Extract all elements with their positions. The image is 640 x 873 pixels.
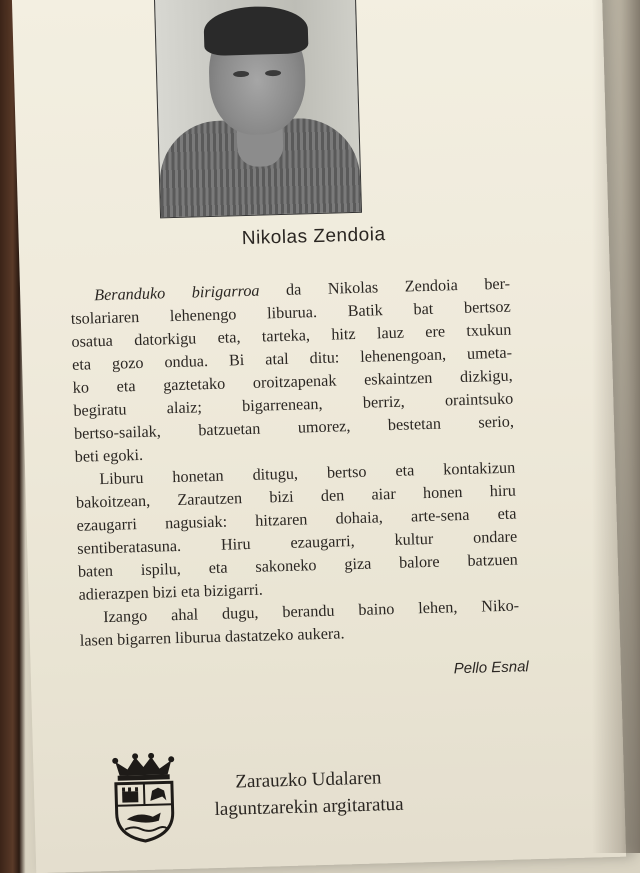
text-line: bertso-sailak, batzuetan umorez, bestetan serio,: [73, 412, 515, 443]
author-photo: [154, 0, 362, 218]
text-line: Beranduko birigarroa da Nikolas Zendoia ber-: [93, 274, 511, 305]
text-line: tsolariaren lehenengo liburua. Batik bat bertsoz: [70, 297, 511, 328]
text-line: beti egoki.: [74, 445, 144, 466]
author-name: Nikolas Zendoia: [241, 224, 386, 250]
publisher-line-2: laguntzarekin argitaratua: [214, 793, 404, 821]
coat-of-arms-icon: [107, 752, 181, 844]
text-line: osatua datorkigu eta, tarteka, hitz lauz ere txukun: [71, 320, 512, 351]
text-line: adierazpen bizi eta bizigarri.: [78, 580, 264, 604]
text-line: ko eta gaztetako oroitzapenak eskaintzen dizkigu,: [72, 366, 513, 397]
page-edge-shadow: [592, 0, 640, 853]
book-back-cover: [12, 0, 626, 873]
publisher-line-1: Zarauzko Udalaren: [235, 767, 382, 793]
text-line: sentiberatasuna. Hiru ezaugarri, kultur ondare: [77, 527, 518, 558]
text-line: Liburu honetan ditugu, bertso eta kontakizun: [99, 458, 516, 489]
text-line: ezaugarri nagusiak: hitzaren dohaia, arte-sena eta: [76, 504, 517, 535]
text-line: baten ispilu, eta sakoneko giza balore batzuen: [77, 550, 519, 581]
text-line: bakoitzean, Zarautzen bizi den aiar honen hiru: [75, 481, 517, 512]
signature: Pello Esnal: [453, 658, 529, 678]
blurb-paragraph-1: [70, 273, 515, 469]
text-line: begiratu alaiz; bigarrenean, berriz, oraintsuko: [73, 389, 514, 420]
book-title: Beranduko birigarroa: [93, 281, 260, 305]
text-line: eta gozo ondua. Bi atal ditu: lehenengoan, umeta-: [71, 343, 513, 374]
text-line: Izango ahal dugu, berandu baino lehen, Niko-: [102, 596, 520, 627]
blurb-text: [70, 273, 520, 653]
publisher-note: [213, 764, 403, 823]
blurb-paragraph-2: [75, 457, 519, 607]
text-line: lasen bigarren liburua dastatzeko aukera.: [79, 624, 345, 650]
